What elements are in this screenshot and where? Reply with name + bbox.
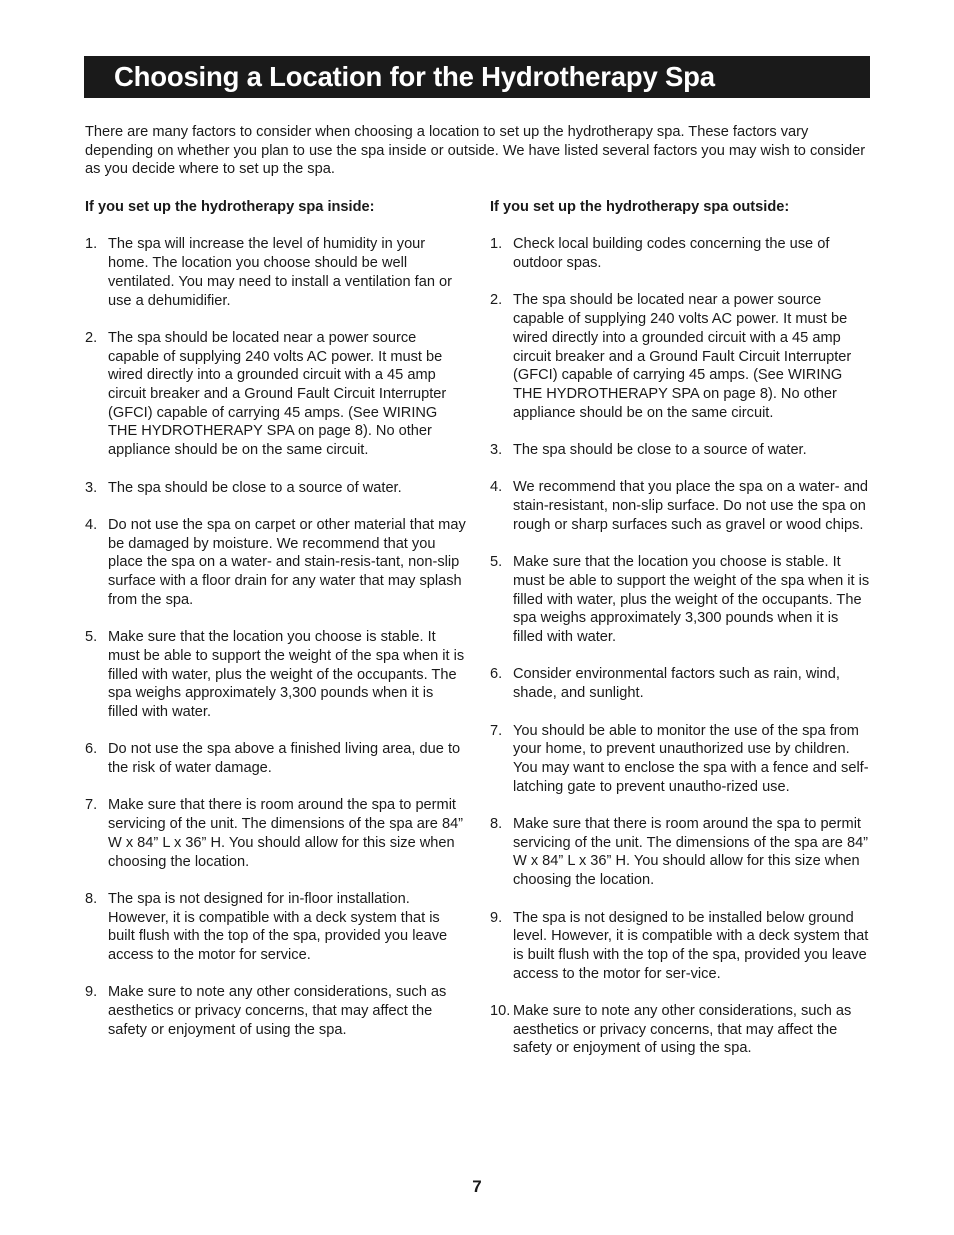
list-item xyxy=(490,722,872,797)
inside-column xyxy=(85,198,467,1040)
list-item xyxy=(490,553,872,647)
item-text: Make sure that there is room around the spa to permit servicing of the unit. The dimensions of the spa are 84” W x 84” L x 36” H. You should allow for this size when choosing the location. xyxy=(108,797,464,870)
item-number: 7. xyxy=(85,797,98,814)
list-item xyxy=(85,740,467,777)
outside-list xyxy=(490,235,872,1058)
item-number: 4. xyxy=(490,479,503,496)
item-text: Make sure to note any other considerations, such as aesthetics or privacy concerns, that may affect the safety or enjoyment of using the spa. xyxy=(513,1003,852,1057)
item-number: 8. xyxy=(85,890,98,907)
list-item xyxy=(85,516,467,610)
outside-heading: If you set up the hydrotherapy spa outside: xyxy=(490,199,790,215)
outside-column xyxy=(490,198,872,1058)
list-item xyxy=(490,665,872,702)
intro-paragraph: There are many factors to consider when choosing a location to set up the hydrotherapy spa. These factors vary depending on whether you plan to use the spa inside or outside. We have listed several factors you may wish to consider as you decide where to set up the spa. xyxy=(85,124,866,178)
item-text: Make sure to note any other considerations, such as aesthetics or privacy concerns, that may affect the safety or enjoyment of using the spa. xyxy=(108,984,447,1038)
item-number: 10. xyxy=(490,1003,511,1020)
list-item xyxy=(85,329,467,460)
list-item xyxy=(490,1002,872,1058)
item-number: 3. xyxy=(490,442,503,459)
item-number: 8. xyxy=(490,816,503,833)
item-text: The spa is not designed for in-floor installation. However, it is compatible with a deck system that is built flush with the top of the spa, provided you leave access to the motor for service. xyxy=(108,890,448,963)
item-number: 2. xyxy=(490,292,503,309)
item-number: 5. xyxy=(490,554,503,571)
item-number: 9. xyxy=(490,909,503,926)
item-text: The spa should be located near a power source capable of supplying 240 volts AC power. It must be wired directly into a grounded circuit with a 45 amp circuit breaker and a Ground Fault Circuit Interrupter (GFCI) capable of carrying 45 amps. (See WIRING THE HYDROTHERAPY SPA on page 8). No other appliance should be on the same circuit. xyxy=(513,292,852,421)
item-text: The spa should be located near a power source capable of supplying 240 volts AC power. It must be wired directly into a grounded circuit with a 45 amp circuit breaker and a Ground Fault Circuit Interrupter (GFCI) capable of carrying 45 amps. (See WIRING THE HYDROTHERAPY SPA on page 8). No other appliance should be on the same circuit. xyxy=(108,329,447,459)
inside-heading: If you set up the hydrotherapy spa inside: xyxy=(85,199,375,215)
list-item xyxy=(490,441,872,460)
item-text: Check local building codes concerning the use of outdoor spas. xyxy=(513,236,830,272)
item-text: We recommend that you place the spa on a water- and stain-resistant, non-slip surface. Do not use the spa on rough or sharp surfaces such as gravel or wood chips. xyxy=(513,479,869,533)
item-text: The spa will increase the level of humidity in your home. The location you choose should be well ventilated. You may need to install a ventilation fan or use a dehumidifier. xyxy=(108,236,452,309)
item-text: The spa is not designed to be installed below ground level. However, it is compatible with a deck system that is built flush with the top of the spa, provided you leave access to the motor for ser-vice. xyxy=(513,909,869,982)
inside-list xyxy=(85,235,467,1039)
page-title: Choosing a Location for the Hydrotherapy Spa xyxy=(114,61,715,92)
list-item xyxy=(85,479,467,498)
item-text: Make sure that there is room around the spa to permit servicing of the unit. The dimensions of the spa are 84” W x 84” L x 36” H. You should allow for this size when choosing the location. xyxy=(513,816,869,889)
item-text: You should be able to monitor the use of the spa from your home, to prevent unauthorized use by children. You may want to enclose the spa with a fence and self-latching gate to prevent unautho-rized use. xyxy=(513,722,869,795)
list-item xyxy=(85,235,467,310)
list-item xyxy=(85,983,467,1039)
item-text: Make sure that the location you choose is stable. It must be able to support the weight of the spa when it is filled with water, plus the weight of the occupants. The spa weighs approximately 3,300 pounds when it is filled with water. xyxy=(513,554,870,646)
item-number: 7. xyxy=(490,722,503,739)
item-number: 3. xyxy=(85,479,98,496)
item-number: 6. xyxy=(85,741,98,758)
item-number: 1. xyxy=(490,236,503,253)
list-item xyxy=(85,890,467,965)
list-item xyxy=(85,628,467,722)
item-number: 5. xyxy=(85,629,98,646)
list-item xyxy=(490,815,872,890)
item-text: The spa should be close to a source of water. xyxy=(108,479,402,496)
list-item xyxy=(490,478,872,534)
item-text: Consider environmental factors such as rain, wind, shade, and sunlight. xyxy=(513,666,840,702)
item-text: Make sure that the location you choose is stable. It must be able to support the weight of the spa when it is filled with water, plus the weight of the occupants. The spa weighs approximately 3,300 pounds when it is filled with water. xyxy=(108,629,465,720)
list-item xyxy=(490,909,872,984)
list-item xyxy=(490,235,872,272)
item-text: Do not use the spa on carpet or other material that may be damaged by moisture. We recommend that you place the spa on a water- and stain-resis-tant, non-slip surface with a floor drain for any water that may splash from the spa. xyxy=(108,516,466,608)
list-item xyxy=(85,796,467,871)
item-text: The spa should be close to a source of water. xyxy=(513,442,807,459)
title-bar xyxy=(84,56,870,98)
item-text: Do not use the spa above a finished living area, due to the risk of water damage. xyxy=(108,741,461,776)
item-number: 4. xyxy=(85,516,98,533)
list-item xyxy=(490,291,872,422)
item-number: 9. xyxy=(85,984,98,1001)
item-number: 2. xyxy=(85,329,98,346)
item-number: 1. xyxy=(85,236,98,253)
page-number: 7 xyxy=(472,1177,482,1196)
item-number: 6. xyxy=(490,666,503,683)
